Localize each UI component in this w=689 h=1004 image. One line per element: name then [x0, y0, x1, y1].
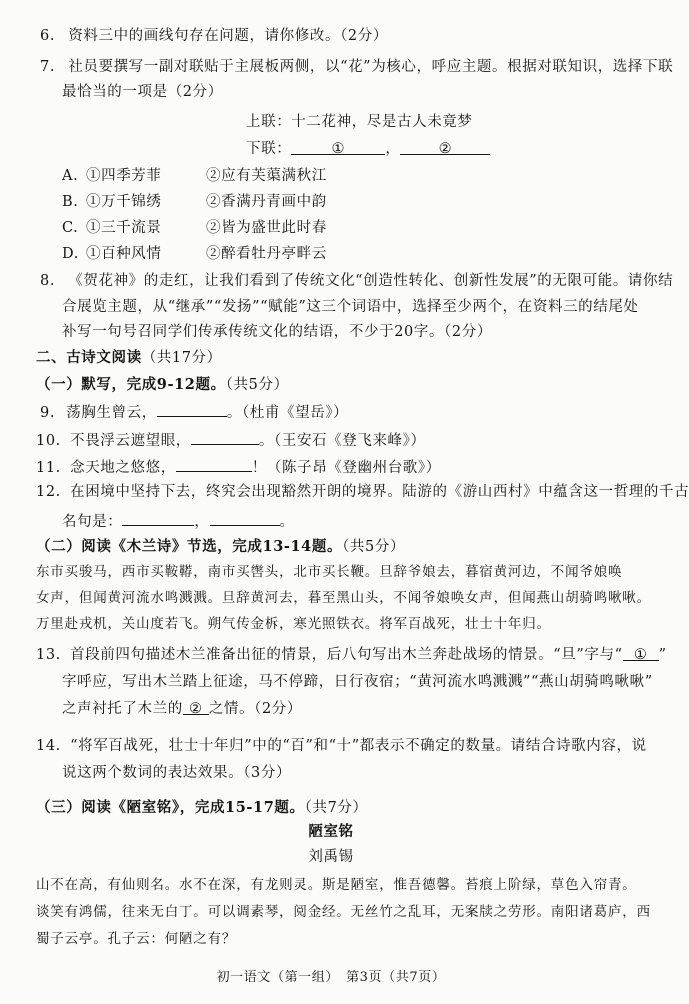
q12-end: 。: [279, 514, 295, 530]
q12-line2-pre: 名句是：: [62, 514, 123, 530]
q13-num: 13.: [36, 647, 61, 663]
q11-pre: 念天地之悠悠，: [70, 460, 176, 476]
q10-pre: 不畏浮云遮望眼，: [70, 433, 191, 449]
q12-line1: 在困境中坚持下去，终究会出现豁然开朗的境界。陆游的《游山西村》中蕴含这一哲理的千古: [70, 484, 689, 500]
poem-line2: 谈笑有鸿儒，往来无白丁。可以调素琴，阅金经。无丝竹之乱耳，无案牍之劳形。南阳诸葛庐，西: [36, 904, 651, 920]
couplet-blank-2: ②: [400, 139, 490, 155]
option-a-part1: ①四季芳菲: [86, 168, 162, 184]
q13-line2: 字呼应，写出木兰踏上征途，马不停蹄，日行夜宿；“黄河流水鸣溅溅”“燕山胡骑鸣啾啾”: [62, 674, 653, 690]
q13-blank-2: ②: [183, 699, 209, 715]
q8-num: 8.: [40, 273, 56, 289]
q6-num: 6.: [40, 28, 56, 44]
option-d-part2: ②醉看牡丹亭畔云: [206, 246, 327, 262]
q13-line1-pre: 首段前四句描述木兰准备出征的情景，后八句写出木兰奔赴战场的情景。“旦”字与“: [70, 647, 623, 663]
q10-post: 。（王安石《登飞来峰》）: [258, 433, 426, 449]
q11-post: ！（陈子昂《登幽州台歌》）: [251, 460, 441, 476]
couplet-sep: ，: [385, 141, 401, 157]
q12-sep: ，: [194, 514, 210, 530]
q11-blank: [176, 456, 252, 472]
q7-line2: 最恰当的一项是（2分）: [62, 84, 223, 100]
option-a-part2: ②应有芙蕖满秋江: [206, 168, 327, 184]
couplet-lower: [246, 139, 490, 159]
question-13-line1: [36, 645, 667, 665]
q9-num: 9.: [40, 405, 56, 421]
option-b-part1: ①万千锦绣: [86, 194, 162, 210]
option-a: [62, 166, 327, 186]
q12-blank-2: [210, 510, 280, 526]
q10-blank: [191, 429, 259, 445]
option-c-letter: C.: [62, 220, 79, 236]
question-11: [36, 456, 441, 478]
question-10: [36, 429, 426, 451]
poem-line3: 蜀子云亭。孔子云：何陋之有？: [36, 931, 237, 947]
q8-line1: 《贺花神》的走红，让我们看到了传统文化“创造性转化、创新性发展”的无限可能。请你结: [68, 273, 674, 289]
option-c: [62, 218, 327, 238]
section-2-score: （共17分）: [141, 350, 222, 366]
question-12-line1: [36, 482, 689, 502]
q13-line3-pre: 之声衬托了木兰的: [62, 701, 183, 717]
option-c-part1: ①三千流景: [86, 220, 162, 236]
option-b: [62, 192, 327, 212]
part-3-score: （共7分）: [304, 800, 368, 816]
q8-line3: 补写一句号召同学们传承传统文化的结语，不少于20字。（2分）: [62, 324, 492, 340]
q9-blank: [157, 401, 227, 417]
q6-text: 资料三中的画线句存在问题，请你修改。（2分）: [68, 28, 388, 44]
option-c-part2: ②皆为盛世此时春: [206, 220, 327, 236]
q13-blank-1: ①: [623, 645, 659, 661]
part-2-score: （共5分）: [342, 539, 406, 555]
q7-num: 7.: [40, 59, 56, 75]
poem-author: 刘禹锡: [308, 849, 354, 865]
option-a-letter: A.: [62, 168, 79, 184]
mulan-line1: 东市买骏马，西市买鞍鞯，南市买辔头，北市买长鞭。旦辞爷娘去，暮宿黄河边，不闻爷娘唤: [36, 564, 623, 580]
q8-line2: 合展览主题，从“继承”“发扬”“赋能”这三个词语中，选择至少两个，在资料三的结尾处: [62, 299, 639, 315]
poem-title: 陋室铭: [308, 823, 354, 840]
q9-pre: 荡胸生曾云，: [66, 405, 157, 421]
option-b-letter: B.: [62, 194, 79, 210]
option-d: [62, 244, 327, 264]
part-1-title: （一）默写，完成9-12题。: [36, 376, 226, 393]
question-8-line1: [40, 271, 674, 291]
q13-line1-post: ”: [658, 647, 667, 663]
couplet-lower-label: 下联：: [246, 141, 292, 157]
couplet-blank-1: ①: [291, 139, 385, 155]
part-3-title: （三）阅读《陋室铭》，完成15-17题。: [36, 799, 305, 816]
mulan-line2: 女声，但闻黄河流水鸣溅溅。旦辞黄河去，暮至黑山头，不闻爷娘唤女声，但闻燕山胡骑鸣啾啾。: [36, 590, 651, 606]
q13-line3: [62, 699, 302, 719]
part-3-heading: [36, 798, 368, 818]
question-9: [40, 401, 348, 423]
page-footer: 初一语文（第一组） 第3页（共7页）: [216, 970, 446, 985]
part-1-heading: [36, 375, 289, 395]
part-2-heading: [36, 537, 405, 557]
part-1-score: （共5分）: [225, 377, 289, 393]
section-2-title: 二、古诗文阅读: [36, 349, 142, 366]
option-b-part2: ②香满丹青画中韵: [206, 194, 327, 210]
option-d-part1: ①百种风情: [86, 246, 162, 262]
mulan-line3: 万里赴戎机，关山度若飞。朔气传金柝，寒光照铁衣。将军百战死，壮士十年归。: [36, 616, 551, 632]
q13-line3-post: 之情。（2分）: [208, 701, 302, 717]
couplet-upper: 上联：十二花神，尽是古人未竟梦: [246, 114, 473, 130]
option-d-letter: D.: [62, 246, 79, 262]
q11-num: 11.: [36, 460, 61, 476]
q12-blank-1: [122, 510, 194, 526]
question-6: [40, 26, 388, 46]
q7-line1: 社员要撰写一副对联贴于主展板两侧，以“花”为核心，呼应主题。根据对联知识，选择下联: [68, 59, 674, 75]
q12-num: 12.: [36, 484, 61, 500]
q12-line2: [62, 510, 295, 532]
q14-num: 14.: [36, 738, 61, 754]
question-14-line1: [36, 736, 662, 756]
section-2-heading: [36, 348, 222, 368]
question-7-line1: [40, 57, 674, 77]
q9-post: 。（杜甫《望岳》）: [226, 405, 349, 421]
q10-num: 10.: [36, 433, 61, 449]
q14-line1: “将军百战死，壮士十年归”中的“百”和“十”都表示不确定的数量。请结合诗歌内容，说: [70, 738, 647, 754]
part-2-title: （二）阅读《木兰诗》节选，完成13-14题。: [36, 538, 343, 555]
poem-line1: 山不在高，有仙则名。水不在深，有龙则灵。斯是陋室，惟吾德馨。苔痕上阶绿，草色入帘青。: [36, 877, 637, 893]
q14-line2: 说这两个数词的表达效果。（3分）: [62, 765, 292, 781]
